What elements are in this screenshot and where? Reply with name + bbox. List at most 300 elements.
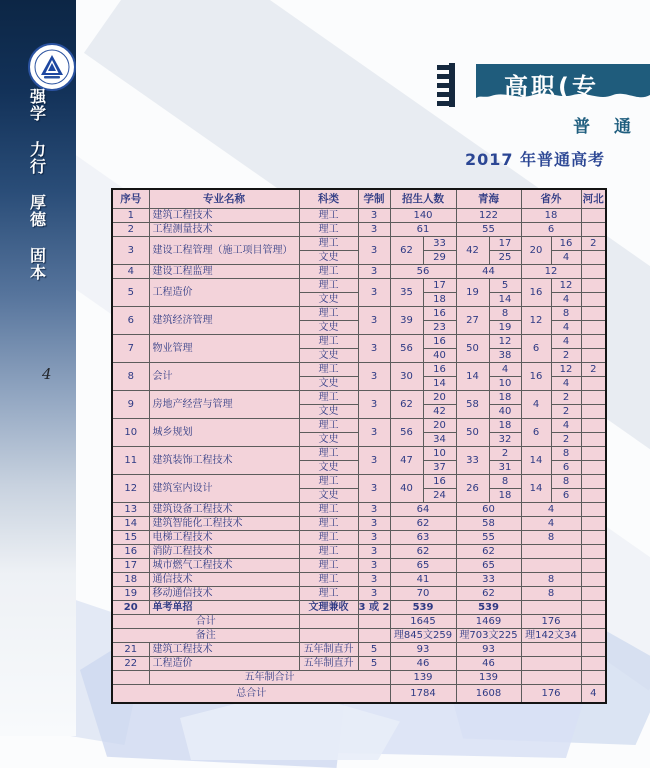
subject-type: 文史 xyxy=(299,405,358,419)
subject-type: 文史 xyxy=(299,377,358,391)
qinghai-split: 18 xyxy=(489,391,521,405)
out-split: 4 xyxy=(551,251,581,265)
out-total: 176 xyxy=(521,615,581,629)
table-row xyxy=(112,531,606,545)
hebei-value xyxy=(581,209,606,223)
row-no: 6 xyxy=(112,307,149,335)
row-no: 9 xyxy=(112,391,149,419)
row-no: 3 xyxy=(112,237,149,265)
subject-type: 理工 xyxy=(299,475,358,489)
subject-type: 理工 xyxy=(299,503,358,517)
qinghai-total: 122 xyxy=(456,209,521,223)
qinghai-total: 42 xyxy=(456,237,489,265)
table-row xyxy=(112,587,606,601)
out-total: 6 xyxy=(521,335,551,363)
col-header-major: 专业名称 xyxy=(149,189,299,209)
hebei-value xyxy=(581,643,606,657)
hebei-value xyxy=(581,279,606,293)
enroll-split: 40 xyxy=(423,349,456,363)
hebei-value xyxy=(581,447,606,461)
enroll-split: 10 xyxy=(423,447,456,461)
out-split: 2 xyxy=(551,405,581,419)
qinghai-split: 2 xyxy=(489,447,521,461)
major-name: 建设工程监理 xyxy=(149,265,299,279)
row-no: 7 xyxy=(112,335,149,363)
subject-type: 理工 xyxy=(299,587,358,601)
row-no: 16 xyxy=(112,545,149,559)
major-name: 通信技术 xyxy=(149,573,299,587)
table-row xyxy=(112,601,606,615)
enroll-split: 16 xyxy=(423,335,456,349)
major-name: 单考单招 xyxy=(149,601,299,615)
subject-type: 文史 xyxy=(299,349,358,363)
table-row xyxy=(112,629,606,643)
enroll-total: 47 xyxy=(390,447,423,475)
subject-type: 理工 xyxy=(299,545,358,559)
major-name: 工程造价 xyxy=(149,279,299,307)
qinghai-total: 44 xyxy=(456,265,521,279)
hebei-value xyxy=(581,475,606,489)
enroll-split: 24 xyxy=(423,489,456,503)
duration: 3 xyxy=(358,517,390,531)
banner-title: 高职(专 xyxy=(504,73,599,101)
table-row xyxy=(112,503,606,517)
hebei-value xyxy=(581,391,606,405)
row-no: 5 xyxy=(112,279,149,307)
qinghai-split: 12 xyxy=(489,335,521,349)
major-name: 城乡规划 xyxy=(149,419,299,447)
table-body xyxy=(112,209,606,704)
enroll-split: 14 xyxy=(423,377,456,391)
subject-type: 文理兼收 xyxy=(299,601,358,615)
major-name: 建筑智能化工程技术 xyxy=(149,517,299,531)
subject-type: 理工 xyxy=(299,223,358,237)
table-row xyxy=(112,363,606,377)
table-row xyxy=(112,209,606,223)
table-row xyxy=(112,237,606,251)
table-row xyxy=(112,643,606,657)
qinghai-total: 46 xyxy=(456,657,521,671)
out-total xyxy=(521,601,581,615)
major-name: 建设工程管理（施工项目管理） xyxy=(149,237,299,265)
table-row xyxy=(112,685,606,704)
motto-word: 力行 xyxy=(30,140,47,176)
qinghai-total: 33 xyxy=(456,447,489,475)
subject-type: 文史 xyxy=(299,251,358,265)
row-no: 8 xyxy=(112,363,149,391)
major-name: 建筑设备工程技术 xyxy=(149,503,299,517)
duration: 3 或 2 xyxy=(358,602,390,613)
subject-type xyxy=(299,615,358,629)
out-total: 8 xyxy=(521,573,581,587)
subject-type: 理工 xyxy=(299,517,358,531)
major-name: 工程造价 xyxy=(149,657,299,671)
qinghai-total: 539 xyxy=(456,601,521,615)
subject-type: 理工 xyxy=(299,335,358,349)
major-name: 电梯工程技术 xyxy=(149,531,299,545)
qinghai-total: 50 xyxy=(456,335,489,363)
enroll-split: 18 xyxy=(423,293,456,307)
enroll-split: 34 xyxy=(423,433,456,447)
row-no: 17 xyxy=(112,559,149,573)
summary-label: 总合计 xyxy=(112,685,390,704)
out-split: 4 xyxy=(551,293,581,307)
hebei-value xyxy=(581,545,606,559)
enroll-total: 140 xyxy=(390,209,456,223)
major-name: 建筑室内设计 xyxy=(149,475,299,503)
duration: 3 xyxy=(358,573,390,587)
enroll-total: 46 xyxy=(390,657,456,671)
row-no: 14 xyxy=(112,517,149,531)
college-logo-icon xyxy=(28,43,76,91)
enroll-split: 29 xyxy=(423,251,456,265)
qinghai-total: 1608 xyxy=(456,685,521,704)
hebei-value xyxy=(581,587,606,601)
duration: 3 xyxy=(358,265,390,279)
qinghai-split: 8 xyxy=(489,475,521,489)
col-header-enroll: 招生人数 xyxy=(390,189,456,209)
enroll-total: 1645 xyxy=(390,615,456,629)
major-name: 建筑装饰工程技术 xyxy=(149,447,299,475)
subject-type: 文史 xyxy=(299,461,358,475)
table-row xyxy=(112,307,606,321)
enroll-total: 65 xyxy=(390,559,456,573)
qinghai-split: 38 xyxy=(489,349,521,363)
enroll-total: 62 xyxy=(390,545,456,559)
out-split: 4 xyxy=(551,377,581,391)
qinghai-split: 8 xyxy=(489,307,521,321)
row-no: 11 xyxy=(112,447,149,475)
subject-type: 文史 xyxy=(299,293,358,307)
subject-type: 文史 xyxy=(299,321,358,335)
enroll-total: 62 xyxy=(390,391,423,419)
enroll-total: 56 xyxy=(390,335,423,363)
row-no: 18 xyxy=(112,573,149,587)
table-row xyxy=(112,475,606,489)
subject-type: 理工 xyxy=(299,391,358,405)
hebei-value xyxy=(581,601,606,615)
table-row xyxy=(112,615,606,629)
major-name: 会计 xyxy=(149,363,299,391)
table-row xyxy=(112,391,606,405)
enroll-total: 56 xyxy=(390,419,423,447)
major-name: 建筑经济管理 xyxy=(149,307,299,335)
qinghai-total: 理703文225 xyxy=(456,629,521,643)
row-no: 20 xyxy=(112,601,149,615)
qinghai-total: 65 xyxy=(456,559,521,573)
qinghai-split: 40 xyxy=(489,405,521,419)
subject-type: 理工 xyxy=(299,419,358,433)
row-no: 2 xyxy=(112,223,149,237)
duration: 3 xyxy=(358,475,390,503)
out-total: 8 xyxy=(521,531,581,545)
out-total: 20 xyxy=(521,237,551,265)
major-name: 建筑工程技术 xyxy=(149,643,299,657)
hebei-value xyxy=(581,671,606,685)
hebei-value xyxy=(581,223,606,237)
header-subtitle: 普 通 xyxy=(573,117,640,137)
table-row xyxy=(112,419,606,433)
qinghai-split: 32 xyxy=(489,433,521,447)
enroll-total: 56 xyxy=(390,265,456,279)
page-number: 4 xyxy=(42,365,52,383)
out-total xyxy=(521,643,581,657)
enroll-split: 23 xyxy=(423,321,456,335)
qinghai-split: 14 xyxy=(489,293,521,307)
hebei-value: 2 xyxy=(581,237,606,251)
out-split: 12 xyxy=(551,279,581,293)
duration: 3 xyxy=(358,363,390,391)
enroll-split: 16 xyxy=(423,307,456,321)
enroll-total: 63 xyxy=(390,531,456,545)
out-total: 12 xyxy=(521,265,581,279)
out-split: 16 xyxy=(551,237,581,251)
hebei-value xyxy=(581,629,606,643)
qinghai-total: 62 xyxy=(456,545,521,559)
major-name: 移动通信技术 xyxy=(149,587,299,601)
duration: 3 xyxy=(358,223,390,237)
table-row xyxy=(112,265,606,279)
hebei-value xyxy=(581,503,606,517)
qinghai-total: 55 xyxy=(456,531,521,545)
out-total: 16 xyxy=(521,363,551,391)
out-total: 4 xyxy=(521,391,551,419)
hebei-value xyxy=(581,405,606,419)
summary-label: 五年制合计 xyxy=(149,671,390,685)
col-header-no: 序号 xyxy=(112,189,149,209)
subject-type xyxy=(299,629,358,643)
hebei-value xyxy=(581,531,606,545)
row-no: 10 xyxy=(112,419,149,447)
col-header-qinghai: 青海 xyxy=(456,189,521,209)
enroll-total: 93 xyxy=(390,643,456,657)
col-header-duration: 学制 xyxy=(358,189,390,209)
out-split: 12 xyxy=(551,363,581,377)
out-total xyxy=(521,545,581,559)
qinghai-split: 10 xyxy=(489,377,521,391)
duration: 5 xyxy=(358,657,390,671)
motto-word: 厚德 xyxy=(30,193,47,229)
enroll-split: 16 xyxy=(423,363,456,377)
duration: 3 xyxy=(358,419,390,447)
out-split: 6 xyxy=(551,489,581,503)
major-name: 建筑工程技术 xyxy=(149,209,299,223)
col-header-out-province: 省外 xyxy=(521,189,581,209)
qinghai-total: 19 xyxy=(456,279,489,307)
out-split: 2 xyxy=(551,349,581,363)
qinghai-total: 62 xyxy=(456,587,521,601)
major-name: 物业管理 xyxy=(149,335,299,363)
qinghai-split: 25 xyxy=(489,251,521,265)
out-split: 8 xyxy=(551,475,581,489)
hebei-value xyxy=(581,517,606,531)
enroll-split: 20 xyxy=(423,419,456,433)
out-split: 4 xyxy=(551,419,581,433)
hebei-value xyxy=(581,321,606,335)
qinghai-total: 139 xyxy=(456,671,521,685)
subject-type: 理工 xyxy=(299,447,358,461)
subject-type: 理工 xyxy=(299,531,358,545)
enroll-total: 30 xyxy=(390,363,423,391)
out-total: 16 xyxy=(521,279,551,307)
qinghai-total: 58 xyxy=(456,391,489,419)
table-row xyxy=(112,223,606,237)
qinghai-total: 33 xyxy=(456,573,521,587)
duration: 3 xyxy=(358,335,390,363)
hebei-value: 4 xyxy=(581,685,606,704)
enrollment-table xyxy=(111,188,607,704)
table-row xyxy=(112,279,606,293)
out-total: 6 xyxy=(521,419,551,447)
section-title: 2017 年普通高考 xyxy=(464,150,606,169)
enroll-total: 39 xyxy=(390,307,423,335)
enroll-total: 70 xyxy=(390,587,456,601)
hebei-value xyxy=(581,559,606,573)
subject-type: 文史 xyxy=(299,489,358,503)
row-no: 12 xyxy=(112,475,149,503)
enroll-total: 539 xyxy=(390,601,456,615)
qinghai-split: 4 xyxy=(489,363,521,377)
row-no: 13 xyxy=(112,503,149,517)
hebei-value xyxy=(581,433,606,447)
major-name: 房地产经营与管理 xyxy=(149,391,299,419)
row-no: 1 xyxy=(112,209,149,223)
table-row xyxy=(112,447,606,461)
hebei-value xyxy=(581,377,606,391)
enroll-total: 40 xyxy=(390,475,423,503)
out-split: 2 xyxy=(551,391,581,405)
enroll-split: 20 xyxy=(423,391,456,405)
out-split: 2 xyxy=(551,433,581,447)
col-header-hebei: 河北 xyxy=(581,189,606,209)
qinghai-split: 5 xyxy=(489,279,521,293)
enroll-split: 16 xyxy=(423,475,456,489)
qinghai-split: 31 xyxy=(489,461,521,475)
hebei-value xyxy=(581,349,606,363)
duration: 3 xyxy=(358,307,390,335)
qinghai-total: 58 xyxy=(456,517,521,531)
out-total xyxy=(521,559,581,573)
qinghai-split: 17 xyxy=(489,237,521,251)
enroll-total: 35 xyxy=(390,279,423,307)
hebei-value xyxy=(581,419,606,433)
summary-label: 合计 xyxy=(112,615,299,629)
subject-type: 理工 xyxy=(299,559,358,573)
table-row xyxy=(112,657,606,671)
out-total: 4 xyxy=(521,517,581,531)
enroll-total: 理845文259 xyxy=(390,629,456,643)
sidebar-motto xyxy=(0,88,76,281)
qinghai-total: 55 xyxy=(456,223,521,237)
row-no: 22 xyxy=(112,657,149,671)
subject-type: 五年制直升 xyxy=(299,657,358,671)
enroll-total: 139 xyxy=(390,671,456,685)
enroll-total: 64 xyxy=(390,503,456,517)
out-total: 176 xyxy=(521,685,581,704)
duration: 3 xyxy=(358,545,390,559)
hebei-value xyxy=(581,573,606,587)
table-header-row xyxy=(112,189,606,209)
row-no: 4 xyxy=(112,265,149,279)
out-total: 8 xyxy=(521,587,581,601)
hebei-value xyxy=(581,461,606,475)
subject-type: 文史 xyxy=(299,433,358,447)
out-total: 12 xyxy=(521,307,551,335)
enroll-total: 62 xyxy=(390,517,456,531)
qinghai-split: 18 xyxy=(489,419,521,433)
table-row xyxy=(112,671,606,685)
duration: 5 xyxy=(358,643,390,657)
hebei-value: 2 xyxy=(581,363,606,377)
out-split: 6 xyxy=(551,461,581,475)
hebei-value xyxy=(581,307,606,321)
duration: 3 xyxy=(358,503,390,517)
table-row xyxy=(112,573,606,587)
out-total: 14 xyxy=(521,475,551,503)
row-no: 15 xyxy=(112,531,149,545)
col-header-subject: 科类 xyxy=(299,189,358,209)
table-row xyxy=(112,545,606,559)
enroll-total: 1784 xyxy=(390,685,456,704)
enroll-split: 17 xyxy=(423,279,456,293)
qinghai-total: 26 xyxy=(456,475,489,503)
out-total: 14 xyxy=(521,447,551,475)
table-row xyxy=(112,335,606,349)
out-total: 6 xyxy=(521,223,581,237)
qinghai-total: 60 xyxy=(456,503,521,517)
qinghai-total: 1469 xyxy=(456,615,521,629)
qinghai-total: 14 xyxy=(456,363,489,391)
major-name: 城市燃气工程技术 xyxy=(149,559,299,573)
out-split: 4 xyxy=(551,321,581,335)
subject-type: 理工 xyxy=(299,363,358,377)
out-split: 8 xyxy=(551,307,581,321)
row-no: 21 xyxy=(112,643,149,657)
hebei-value xyxy=(581,265,606,279)
row-no xyxy=(112,671,149,685)
table-row xyxy=(112,517,606,531)
hebei-value xyxy=(581,335,606,349)
enroll-total: 62 xyxy=(390,237,423,265)
subject-type: 理工 xyxy=(299,209,358,223)
motto-word: 强学 xyxy=(30,87,47,123)
enroll-split: 33 xyxy=(423,237,456,251)
motto-word: 固本 xyxy=(30,246,47,282)
enroll-split: 37 xyxy=(423,461,456,475)
hebei-value xyxy=(581,293,606,307)
hebei-value xyxy=(581,251,606,265)
row-no: 19 xyxy=(112,587,149,601)
qinghai-split: 19 xyxy=(489,321,521,335)
subject-type: 五年制直升 xyxy=(299,643,358,657)
duration: 3 xyxy=(358,391,390,419)
out-total: 18 xyxy=(521,209,581,223)
subject-type: 理工 xyxy=(299,279,358,293)
duration: 3 xyxy=(358,279,390,307)
subject-type: 理工 xyxy=(299,573,358,587)
out-total xyxy=(521,657,581,671)
out-split: 4 xyxy=(551,335,581,349)
subject-type: 理工 xyxy=(299,237,358,251)
major-name: 工程测量技术 xyxy=(149,223,299,237)
qinghai-total: 93 xyxy=(456,643,521,657)
duration: 3 xyxy=(358,447,390,475)
subject-type: 理工 xyxy=(299,265,358,279)
enroll-total: 61 xyxy=(390,223,456,237)
duration xyxy=(358,615,390,629)
hebei-value xyxy=(581,615,606,629)
enroll-split: 42 xyxy=(423,405,456,419)
